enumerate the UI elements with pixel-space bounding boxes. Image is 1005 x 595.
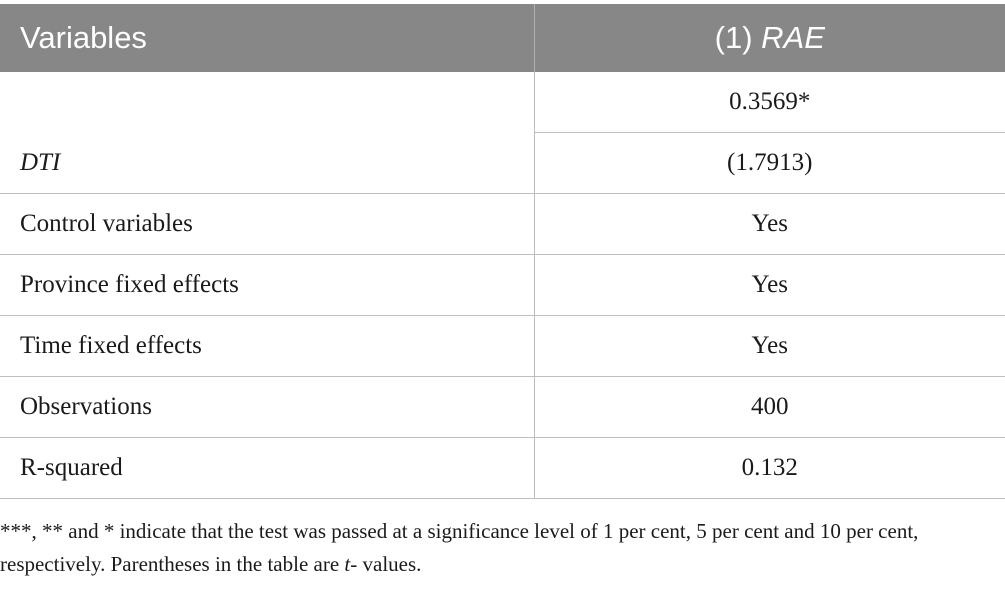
row-value: Yes bbox=[534, 255, 1005, 316]
row-value: Yes bbox=[534, 316, 1005, 377]
row-label-dti: DTI bbox=[0, 72, 534, 194]
row-label: Time fixed effects bbox=[0, 316, 534, 377]
dti-coefficient: 0.3569* bbox=[534, 72, 1005, 133]
table-row bbox=[0, 438, 1005, 499]
row-value: 400 bbox=[534, 377, 1005, 438]
row-label: Observations bbox=[0, 377, 534, 438]
row-value: 0.132 bbox=[534, 438, 1005, 499]
header-model-1-prefix: (1) bbox=[714, 20, 762, 55]
header-model-1-name: RAE bbox=[761, 20, 825, 55]
table-header-row bbox=[0, 4, 1005, 72]
footnote-text-end: - values. bbox=[350, 552, 422, 576]
row-label: R-squared bbox=[0, 438, 534, 499]
table-row bbox=[0, 194, 1005, 255]
row-label: Province fixed effects bbox=[0, 255, 534, 316]
table-footnote bbox=[0, 515, 1005, 581]
footnote-t-symbol: t bbox=[344, 552, 351, 576]
regression-table bbox=[0, 4, 1005, 499]
footnote-text: ***, ** and * indicate that the test was passed at a significance level of 1 per cent, 5 per cent and 10 per cent, respectively. Parentheses in the table are bbox=[0, 519, 919, 576]
dti-t-statistic: (1.7913) bbox=[534, 133, 1005, 194]
row-value: Yes bbox=[534, 194, 1005, 255]
header-model-1 bbox=[534, 4, 1005, 72]
table-row-dti-coef bbox=[0, 72, 1005, 133]
row-label: Control variables bbox=[0, 194, 534, 255]
header-variables: Variables bbox=[0, 4, 534, 72]
table-row bbox=[0, 255, 1005, 316]
table-row bbox=[0, 377, 1005, 438]
table-row bbox=[0, 316, 1005, 377]
